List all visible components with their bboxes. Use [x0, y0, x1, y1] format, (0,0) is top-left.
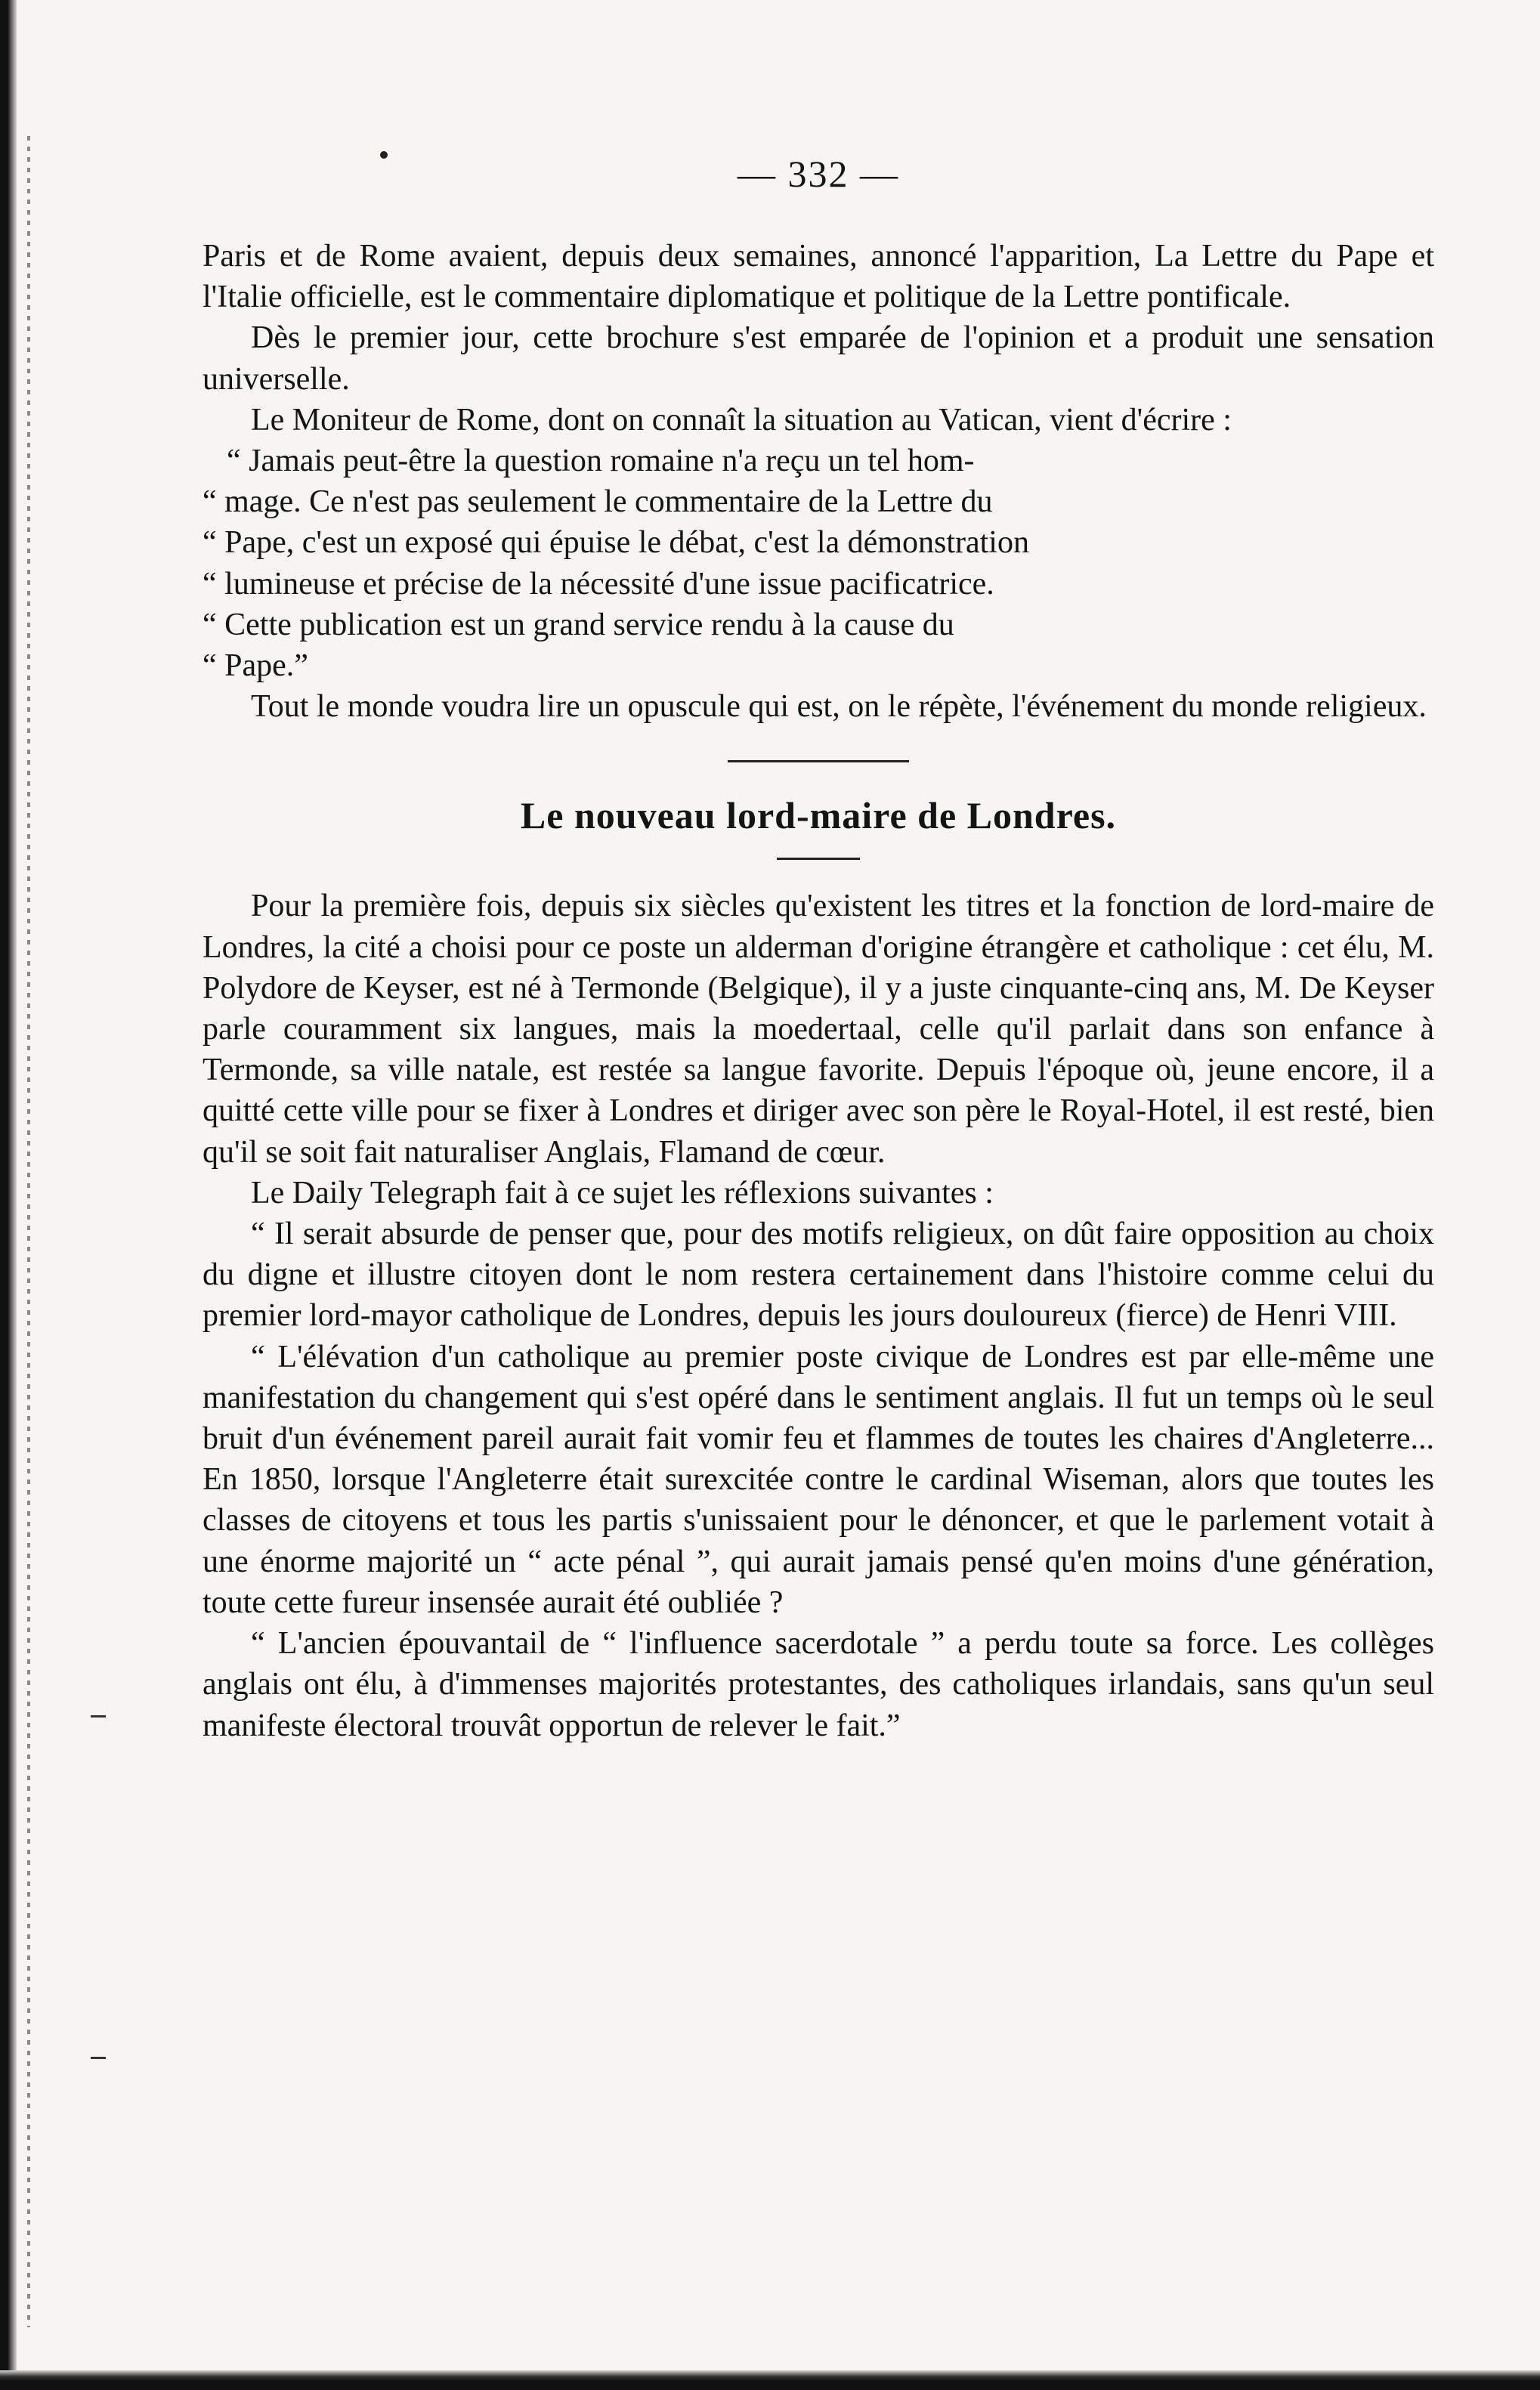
document-page: [203, 151, 1434, 1746]
quotation: “ L'élévation d'un catholique au premier poste civique de Londres est par elle-même une manifestation du changement qui s'est opéré dans le sentiment anglais. Il fut un temps où le seul bruit d'un événement pareil aurait fait vomir feu et flammes de toutes les chaires d'Angleterre... En 1850, lorsque l'Angleterre était surexcitée contre le cardinal Wiseman, alors que toutes les classes de citoyens et tous les partis s'unissaient pour le dénoncer, et que le parlement votait à une énorme majorité un “ acte pénal ”, qui aurait jamais pensé qu'en moins d'une génération, toute cette fureur insensée aurait été oubliée ?: [203, 1339, 1434, 1620]
article-title: Le nouveau lord-maire de Londres.: [520, 794, 1117, 837]
scan-binding-marks: [27, 136, 30, 2327]
paragraph: Dès le premier jour, cette brochure s'est emparée de l'opinion et a produit une sensation universelle.: [203, 320, 1434, 397]
quotation: “ L'ancien épouvantail de “ l'influence sacerdotale ” a perdu toute sa force. Les collèges anglais ont élu, à d'immenses majorités protestantes, des catholiques irlandais, sans qu'un seul manifeste électoral trouvât opportun de relever le fait.”: [203, 1626, 1434, 1743]
title-divider: [777, 858, 860, 860]
paragraph: Le Daily Telegraph fait à ce sujet les réflexions suivantes :: [251, 1175, 994, 1210]
page-number: — 332 —: [738, 153, 899, 195]
quotation: “ Il serait absurde de penser que, pour des motifs religieux, on dût faire opposition au choix du digne et illustre citoyen dont le nom restera certainement dans l'histoire comme celui du premier lord-mayor catholique de Londres, depuis les jours douloureux (fierce) de Henri VIII.: [203, 1217, 1434, 1334]
paragraph: Le Moniteur de Rome, dont on connaît la situation au Vatican, vient d'écrire :: [251, 402, 1232, 437]
margin-mark: [91, 1715, 106, 1718]
scan-left-edge: [0, 0, 17, 2390]
article-lord-maire: [203, 886, 1434, 1745]
scan-bottom-edge: [0, 2370, 1540, 2390]
section-divider: [728, 760, 909, 762]
margin-mark: [91, 2057, 106, 2059]
article-lettre-du-pape: [203, 236, 1434, 727]
paragraph: Paris et de Rome avaient, depuis deux semaines, annoncé l'apparition, La Lettre du Pape et l'Italie officielle, est le commentaire diplomatique et politique de la Lettre pontificale.: [203, 239, 1434, 315]
paragraph: Tout le monde voudra lire un opuscule qui est, on le répète, l'événement du monde religieux.: [251, 689, 1427, 725]
quotation: “ Jamais peut-être la question romaine n'a reçu un tel hom- “ mage. Ce n'est pas seulement le commentaire de la Lettre du “ Pape, c'est un exposé qui épuise le débat, c'est la démonstration “ lumineuse et précise de la nécessité d'une issue pacificatrice. “ Cette publication est un grand service rendu à la cause du “ Pape.”: [203, 444, 1029, 684]
paragraph: Pour la première fois, depuis six siècles qu'existent les titres et la fonction de lord-maire de Londres, la cité a choisi pour ce poste un alderman d'origine étrangère et catholique : cet élu, M. Polydore de Keyser, est né à Termonde (Belgique), il y a juste cinquante-cinq ans, M. De Keyser parle couramment six langues, mais la moedertaal, celle qu'il parlait dans son enfance à Termonde, sa ville natale, est restée sa langue favorite. Depuis l'époque où, jeune encore, il a quitté cette ville pour se fixer à Londres et diriger avec son père le Royal-Hotel, il est resté, bien qu'il se soit fait naturaliser Anglais, Flamand de cœur.: [203, 889, 1434, 1170]
